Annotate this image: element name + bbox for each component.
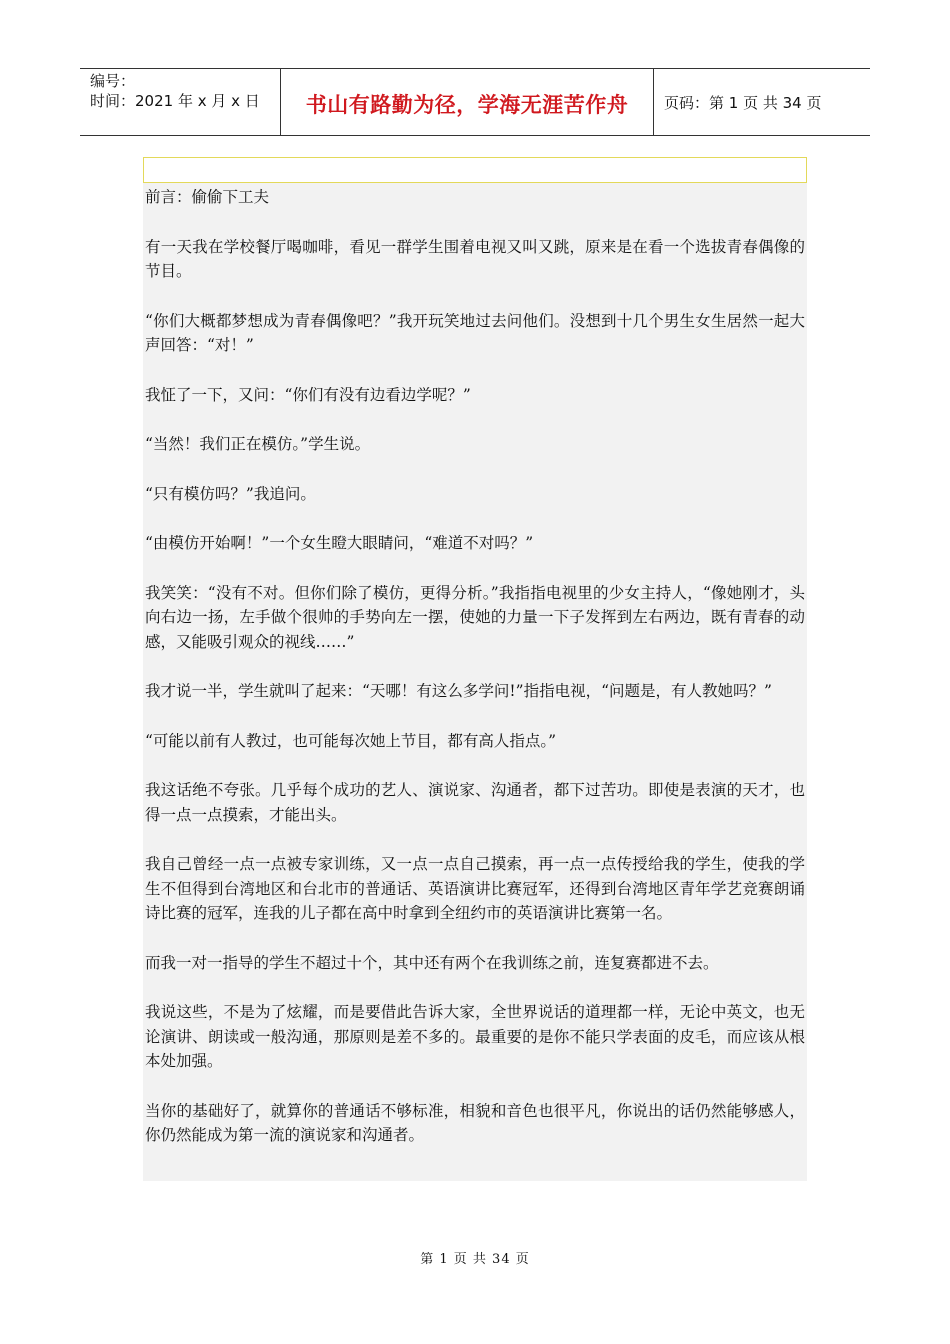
document-header — [80, 68, 870, 136]
header-page-cell — [654, 69, 870, 135]
article-paragraph: 我笑笑：“没有不对。但你们除了模仿，更得分析。”我指指电视里的少女主持人，“像她刚才，头向右边一扬，左手做个很帅的手势向左一摆，使她的力量一下子发挥到左右两边，既有青春的动感，又能吸引观众的视线……” — [145, 583, 805, 651]
article-paragraph: 有一天我在学校餐厅喝咖啡，看见一群学生围着电视又叫又跳，原来是在看一个选拔青春偶像的节目。 — [145, 237, 805, 280]
article-paragraph: 而我一对一指导的学生不超过十个，其中还有两个在我训练之前，连复赛都进不去。 — [145, 953, 719, 972]
article-paragraph: 我才说一半，学生就叫了起来：“天哪！有这么多学问!”指指电视，“问题是，有人教她吗？” — [145, 682, 772, 700]
article-paragraph: 我怔了一下，又问：“你们有没有边看边学呢？” — [145, 385, 471, 404]
article-paragraph: 当你的基础好了，就算你的普通话不够标准，相貌和音色也很平凡，你说出的话仍然能够感人，你仍然能成为第一流的演说家和沟通者。 — [145, 1101, 805, 1144]
header-motto: 书山有路勤为径，学海无涯苦作舟 — [305, 93, 629, 117]
article-paragraph: 我说这些，不是为了炫耀，而是要借此告诉大家，全世界说话的道理都一样，无论中英文，也无论演讲、朗读或一般沟通，那原则是差不多的。最重要的是你不能只学表面的皮毛，而应该从根本处加强。 — [145, 1003, 805, 1070]
header-page-info: 页码：第 1 页 共 34 页 — [664, 93, 822, 112]
empty-text-box — [143, 157, 807, 183]
article-body — [143, 183, 807, 1181]
page-footer: 第 1 页 共 34 页 — [420, 1252, 530, 1267]
article-paragraph: “当然！我们正在模仿。”学生说。 — [145, 435, 371, 453]
document-number-label: 编号： — [90, 72, 136, 90]
header-motto-cell — [281, 69, 654, 135]
article-paragraph: 我这话绝不夸张。几乎每个成功的艺人、演说家、沟通者，都下过苦功。即使是表演的天才，也得一点一点摸索，才能出头。 — [145, 781, 805, 824]
document-date-label: 时间：2021 年 x 月 x 日 — [90, 92, 260, 110]
header-meta-cell — [80, 69, 281, 135]
article-title: 前言：偷偷下工夫 — [145, 188, 270, 206]
article-paragraph: 我自己曾经一点一点被专家训练，又一点一点自己摸索，再一点一点传授给我的学生，使我的学生不但得到台湾地区和台北市的普通话、英语演讲比赛冠军，还得到台湾地区青年学艺竞赛朗诵诗比赛的冠军，连我的儿子都在高中时拿到全纽约市的英语演讲比赛第一名。 — [145, 855, 805, 922]
article-paragraph: “由模仿开始啊！”一个女生瞪大眼睛问，“难道不对吗？” — [145, 534, 534, 552]
article-paragraph: “可能以前有人教过，也可能每次她上节目，都有高人指点。” — [145, 731, 557, 750]
article-paragraph: “你们大概都梦想成为青春偶像吧？”我开玩笑地过去问他们。没想到十几个男生女生居然一起大声回答：“对！” — [145, 311, 805, 354]
article-paragraph: “只有模仿吗？”我追问。 — [145, 484, 316, 503]
